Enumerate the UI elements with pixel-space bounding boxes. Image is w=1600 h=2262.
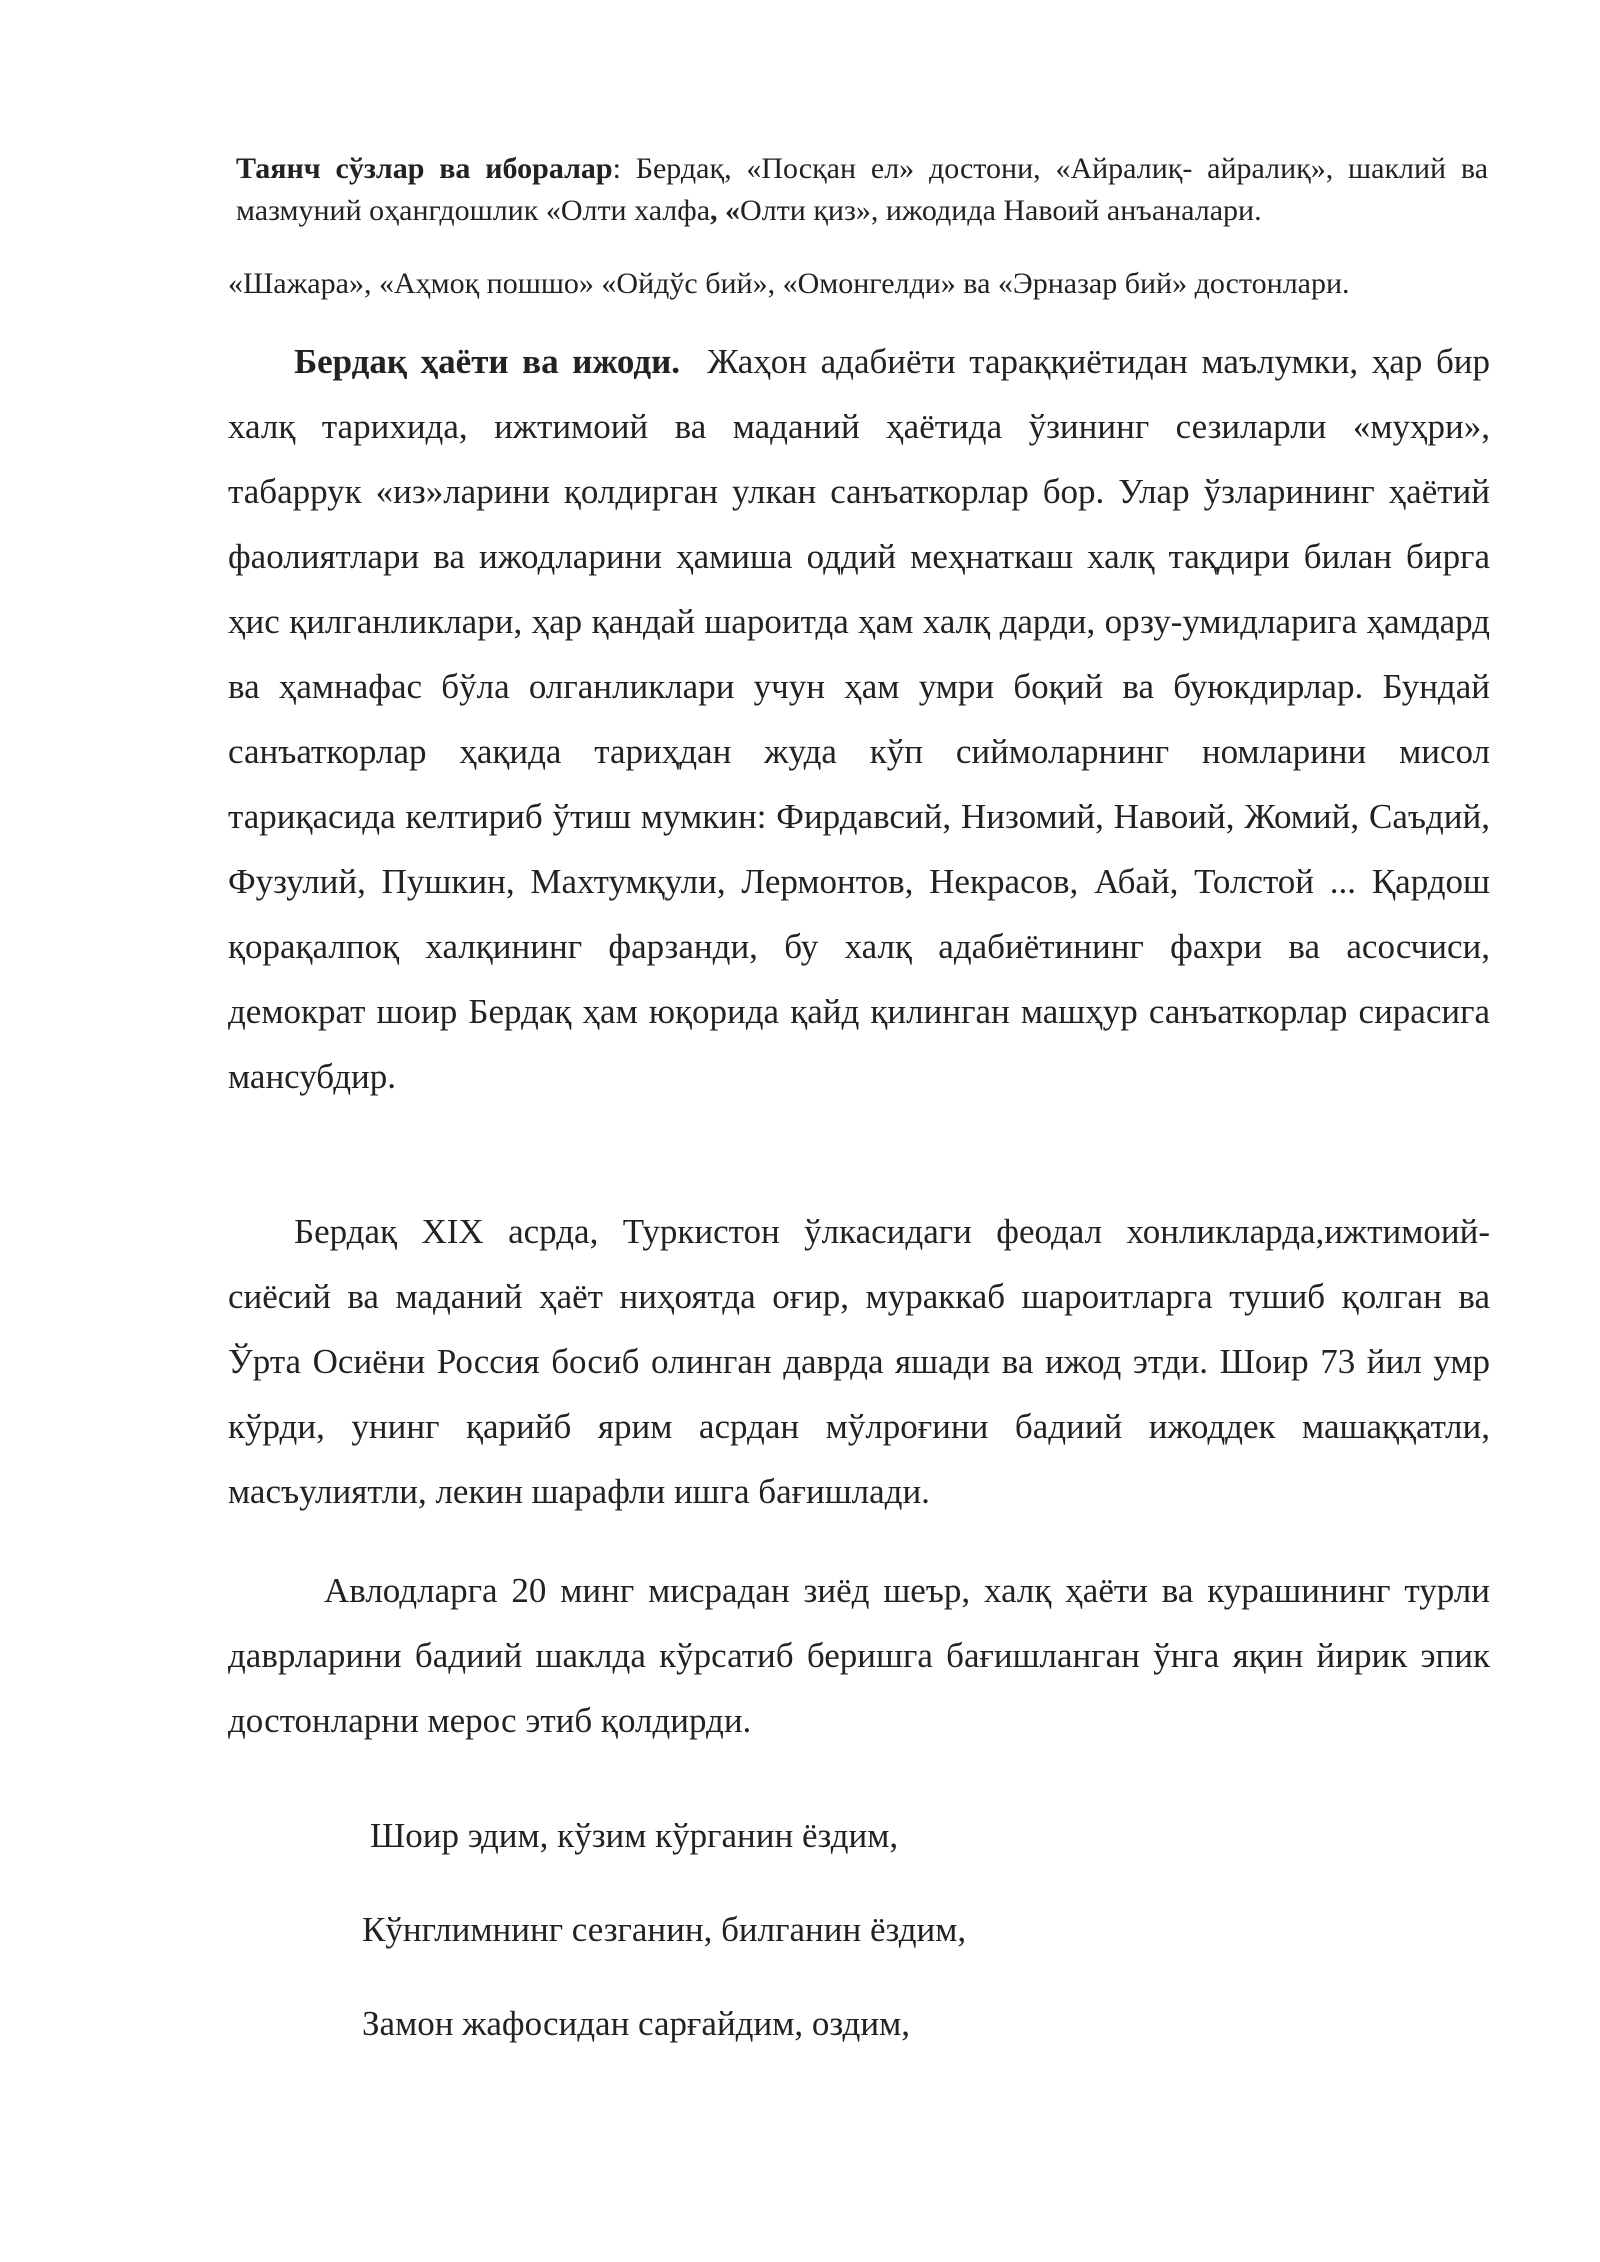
poem-line-1: Шоир эдим, кўзим кўрганин ёздим, — [370, 1816, 899, 1855]
keywords-bold-separator: , « — [710, 194, 741, 227]
keywords-line-2: «Шажара», «Аҳмоқ пошшо» «Ойдўс бий», «Омонгелди» ва «Эрназар бий» достонлари. — [228, 267, 1350, 300]
paragraph-1 — [228, 329, 1490, 1109]
keywords-label: Таянч сўзлар ва иборалар — [236, 152, 613, 185]
paragraph-3 — [228, 1558, 1490, 1753]
keywords-paragraph — [236, 148, 1488, 232]
paragraph-3-text: Авлодларга 20 минг мисрадан зиёд шеър, халқ ҳаёти ва курашининг турли даврларини бадиий шаклда кўрсатиб беришга бағишланган ўнга яқин йирик эпик достонларни мерос этиб қолдирди. — [228, 1571, 1490, 1740]
poem-line-2: Кўнглимнинг сезганин, билганин ёздим, — [362, 1910, 967, 1949]
paragraph-2 — [228, 1199, 1490, 1524]
section-heading: Бердақ ҳаёти ва ижоди. — [294, 342, 680, 381]
paragraph-2-text: Бердақ XIX асрда, Туркистон ўлкасидаги феодал хонликларда,ижтимоий-сиёсий ва маданий ҳаёт ниҳоятда оғир, мураккаб шароитларга тушиб қолган ва Ўрта Осиёни Россия босиб олинган даврда яшади ва ижод этди. Шоир 73 йил умр кўрди, унинг қарийб ярим асрдан мўлроғини бадиий ижоддек машаққатли, масъулиятли, лекин шарафли ишга бағишлади. — [228, 1212, 1490, 1511]
poem-line-3: Замон жафосидан сарғайдим, оздим, — [362, 2004, 910, 2043]
keywords-text-1b: Олти қиз», ижодида Навоий анъаналари. — [740, 194, 1262, 227]
keywords-text-1a: : Бердақ, «Посқан ел» достони, «Айралиқ- айралиқ», шаклий ва мазмуний оҳангдошлик «Олти халфа — [236, 152, 1489, 227]
paragraph-1-text: Жаҳон адабиёти тараққиётидан маълумки, ҳар бир халқ тарихида, ижтимоий ва маданий ҳаётида ўзининг сезиларли «муҳри», табаррук «из»ларини қолдирган улкан санъаткорлар бор. Улар ўзларининг ҳаётий фаолиятлари ва ижодларини ҳамиша оддий меҳнаткаш халқ тақдири билан бирга ҳис қилганликлари, ҳар қандай шароитда ҳам халқ дарди, орзу-умидларига ҳамдард ва ҳамнафас бўла олганликлари учун ҳам умри боқий ва буюкдирлар. Бундай санъаткорлар ҳақида тариҳдан жуда кўп сиймоларнинг номларини мисол тариқасида келтириб ўтиш мумкин: Фирдавсий, Низомий, Навоий, Жомий, Саъдий, Фузулий, Пушкин, Махтумқули, Лермонтов, Некрасов, Абай, Толстой ... Қардош қорақалпоқ халқининг фарзанди, бу халқ адабиётининг фахри ва асосчиси, демократ шоир Бердақ ҳам юқорида қайд қилинган машҳур санъаткорлар сирасига мансубдир. — [228, 342, 1490, 1096]
